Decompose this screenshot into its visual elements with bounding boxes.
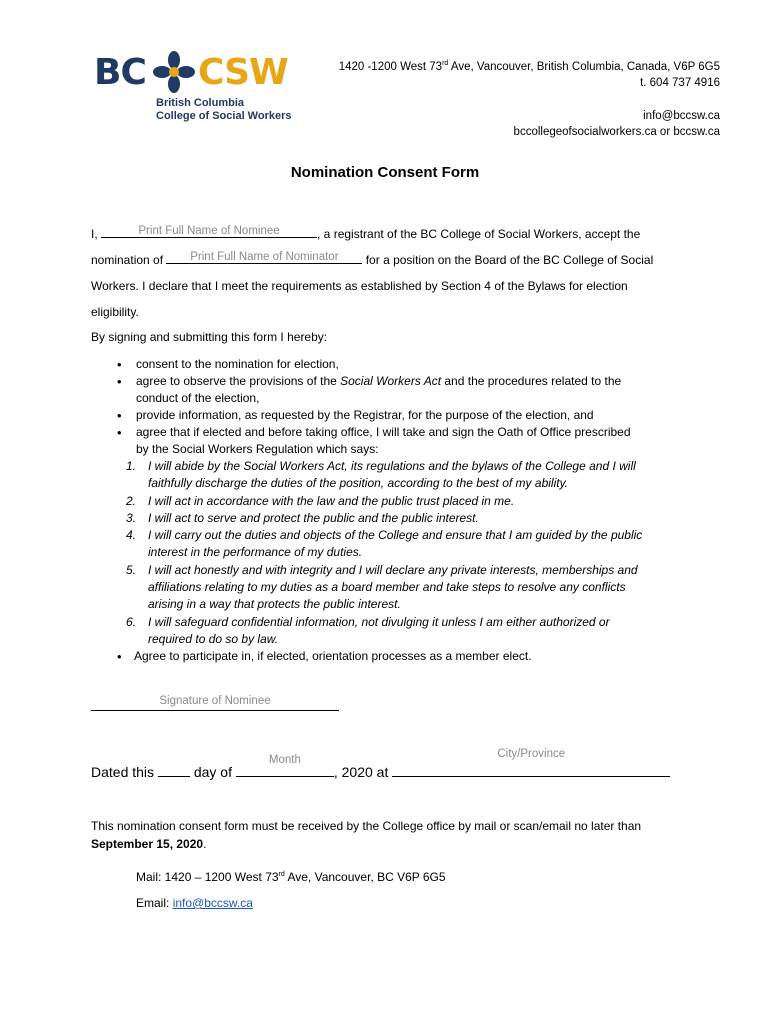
oath-item: 3. I will act to serve and protect the public and the public interest. xyxy=(126,510,479,525)
list-item: • agree to observe the provisions of the Social Workers Act and the procedures related to the conduct of the election, xyxy=(91,373,691,407)
page-title: Nomination Consent Form xyxy=(290,164,480,181)
day-field[interactable] xyxy=(158,762,190,777)
list-item: • agree that if elected and before taking office, I will take and sign the Oath of Office prescribed by the Social Workers Regulation which says: xyxy=(91,424,691,458)
email-address: info@bccsw.ca xyxy=(643,109,720,122)
oath-item: 4. I will carry out the duties and objects of the College and ensure that I am guided by the public interest in the performance of my duties. xyxy=(126,528,643,560)
month-field[interactable]: Month xyxy=(236,762,334,777)
street-address: 1420 -1200 West 73rd Ave, Vancouver, British Columbia, Canada, V6P 6G5 xyxy=(338,60,720,73)
nominee-name-field[interactable]: Print Full Name of Nominee xyxy=(101,224,317,238)
mail-address: Mail: 1420 – 1200 West 73rd Ave, Vancouver, BC V6P 6G5 xyxy=(136,870,446,884)
logo-bc-text: BC xyxy=(94,52,146,93)
email-link[interactable]: info@bccsw.ca xyxy=(172,896,253,910)
logo-csw-text: CSW xyxy=(198,52,288,93)
consent-paragraph: I, Print Full Name of Nominee , a registrant of the BC College of Social Workers, accept the nomination of Print Full Name of Nominator for a position on the Board of the BC College of Social Workers. I declare that I meet the requirements as established by Section 4 of the Bylaws for election eligibility. xyxy=(91,225,654,319)
logo-subtitle: British Columbia College of Social Workers xyxy=(156,97,292,122)
email-line: Email: info@bccsw.ca xyxy=(136,896,253,910)
oath-item: 2. I will act in accordance with the law and the public trust placed in me. xyxy=(126,493,515,508)
list-item: • provide information, as requested by the Registrar, for the purpose of the election, and xyxy=(91,407,691,424)
website: bccollegeofsocialworkers.ca or bccsw.ca xyxy=(513,126,720,139)
intro-text: By signing and submitting this form I hereby: xyxy=(91,330,328,344)
oath-item: 6. I will safeguard confidential information, not divulging it unless I am either authorized or required to do so by law. xyxy=(126,614,610,646)
oath-item: 5. I will act honestly and with integrity and I will declare any private interests, memberships and affiliations relating to my duties as a board member and take steps to resolve any conflicts arising in a way that protects the public interest. xyxy=(126,562,638,612)
college-address xyxy=(339,56,720,141)
signature-field[interactable]: Signature of Nominee xyxy=(91,697,339,711)
deadline-notice: This nomination consent form must be received by the College office by mail or scan/email no later than September 15, 2020. xyxy=(91,819,642,851)
oath-item: 1. I will abide by the Social Workers Act, its regulations and the bylaws of the College and I will faithfully discharge the duties of the position, according to the best of my ability. xyxy=(126,459,636,491)
nominator-name-field[interactable]: Print Full Name of Nominator xyxy=(166,250,362,264)
dogwood-flower-icon xyxy=(152,50,196,94)
list-item: • consent to the nomination for election, xyxy=(91,356,691,373)
city-province-field[interactable]: City/Province xyxy=(392,762,670,777)
consent-list xyxy=(91,356,691,665)
phone: t. 604 737 4916 xyxy=(640,77,720,90)
dated-line: Dated this day of Month , 2020 at City/Province xyxy=(91,762,670,780)
list-item: • Agree to participate in, if elected, orientation processes as a member elect. xyxy=(91,648,691,665)
